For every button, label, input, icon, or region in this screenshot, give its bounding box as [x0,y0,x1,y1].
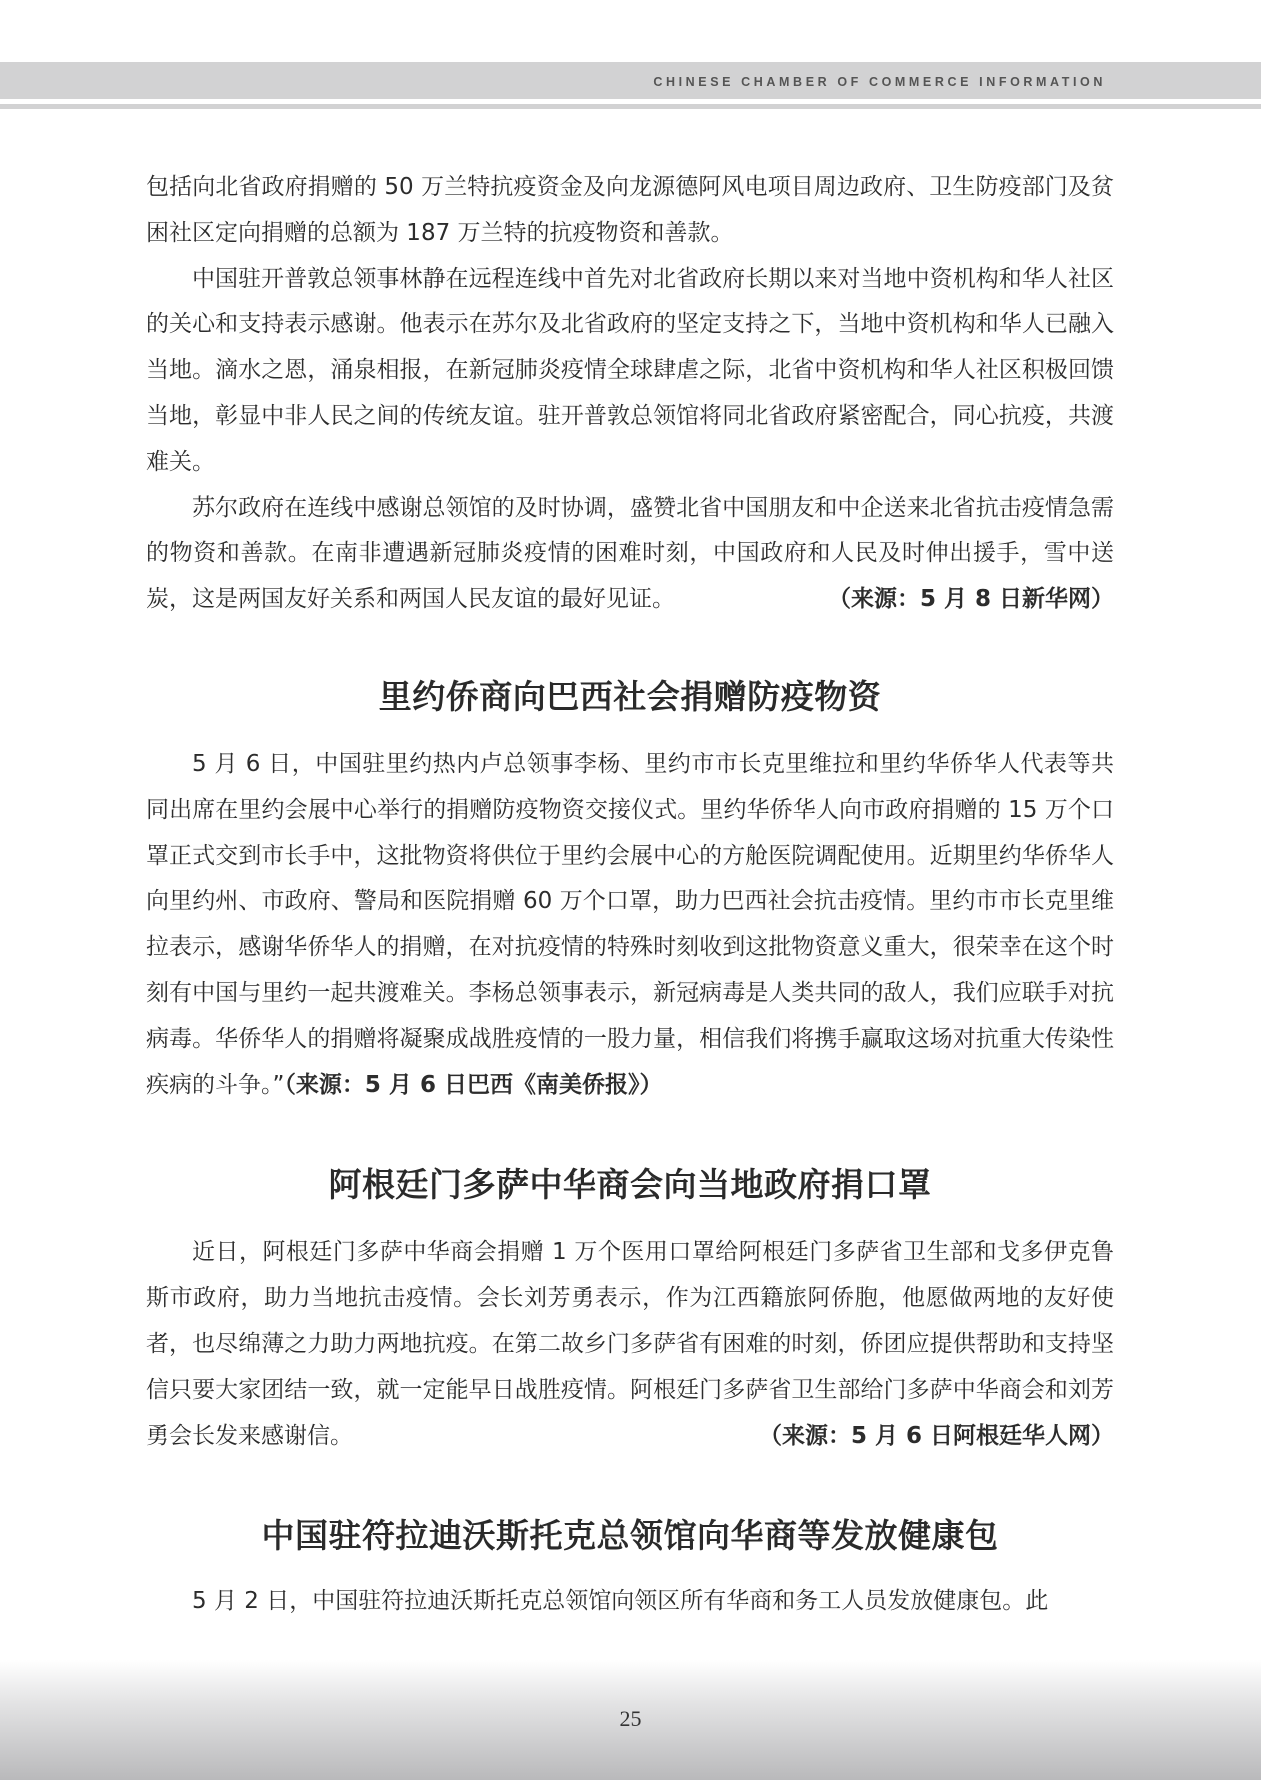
page-content [146,165,1114,1625]
running-header-title: CHINESE CHAMBER OF COMMERCE INFORMATION [653,75,1106,89]
section-body-vladivostok [146,1579,1114,1625]
section-body-rio [146,742,1114,1108]
intro-source-citation: （来源：5 月 8 日新华网） [827,586,1114,613]
intro-paragraph-2 [146,257,1114,486]
section-body-mendoza [146,1230,1114,1459]
section-heading-rio: 里约侨商向巴西社会捐赠防疫物资 [378,676,882,716]
section-source-mendoza: （来源：5 月 6 日阿根廷华人网） [758,1422,1114,1449]
section-body-mendoza-text: 近日，阿根廷门多萨中华商会捐赠 1 万个医用口罩给阿根廷门多萨省卫生部和戈多伊克鲁斯市政府，助力当地抗击疫情。会长刘芳勇表示，作为江西籍旅阿侨胞，他愿做两地的友好使者，也尽绵薄之力助力两地抗疫。在第二故乡门多萨省有困难的时刻，侨团应提供帮助和支持坚信只要大家团结一致，就一定能早日战胜疫情。阿根廷门多萨省卫生部给门多萨中华商会和刘芳勇会长发来感谢信。 [146,1239,1114,1449]
section-body-vladivostok-text: 5 月 2 日，中国驻符拉迪沃斯托克总领馆向领区所有华商和务工人员发放健康包。此 [192,1588,1049,1615]
intro-paragraph-1-text: 包括向北省政府捐赠的 50 万兰特抗疫资金及向龙源德阿风电项目周边政府、卫生防疫部门及贫困社区定向捐赠的总额为 187 万兰特的抗疫物资和善款。 [146,174,1114,246]
page-number: 25 [619,1706,642,1731]
header-rule [0,104,1261,109]
section-source-rio: （来源：5 月 6 日巴西《南美侨报》） [284,1071,663,1098]
intro-paragraph-3 [146,486,1114,623]
section-heading-mendoza: 阿根廷门多萨中华商会向当地政府捐口罩 [328,1165,932,1205]
intro-paragraph-2-text: 中国驻开普敦总领事林静在远程连线中首先对北省政府长期以来对当地中资机构和华人社区的关心和支持表示感谢。他表示在苏尔及北省政府的坚定支持之下，当地中资机构和华人已融入当地。滴水之恩，涌泉相报，在新冠肺炎疫情全球肆虐之际，北省中资机构和华人社区积极回馈当地，彰显中非人民之间的传统友谊。驻开普敦总领馆将同北省政府紧密配合，同心抗疫，共渡难关。 [146,265,1114,475]
intro-paragraph-3-text: 苏尔政府在连线中感谢总领馆的及时协调，盛赞北省中国朋友和中企送来北省抗击疫情急需的物资和善款。在南非遭遇新冠肺炎疫情的困难时刻，中国政府和人民及时伸出援手，雪中送炭，这是两国友好关系和两国人民友谊的最好见证。 [146,494,1114,613]
section-heading-vladivostok: 中国驻符拉迪沃斯托克总领馆向华商等发放健康包 [261,1516,999,1556]
intro-paragraph-1 [146,165,1114,257]
section-body-rio-text: 5 月 6 日，中国驻里约热内卢总领事李杨、里约市市长克里维拉和里约华侨华人代表等共同出席在里约会展中心举行的捐赠防疫物资交接仪式。里约华侨华人向市政府捐赠的 15 万个口罩正式交到市长手中，这批物资将供位于里约会展中心的方舱医院调配使用。近期里约华侨华人向里约州、市政府、警局和医院捐赠 60 万个口罩，助力巴西社会抗击疫情。里约市市长克里维拉表示，感谢华侨华人的捐赠，在对抗疫情的特殊时刻收到这批物资意义重大，很荣幸在这个时刻有中国与里约一起共渡难关。李杨总领事表示，新冠病毒是人类共同的敌人，我们应联手对抗病毒。华侨华人的捐赠将凝聚成战胜疫情的一股力量，相信我们将携手赢取这场对抗重大传染性疾病的斗争。” [146,750,1114,1098]
